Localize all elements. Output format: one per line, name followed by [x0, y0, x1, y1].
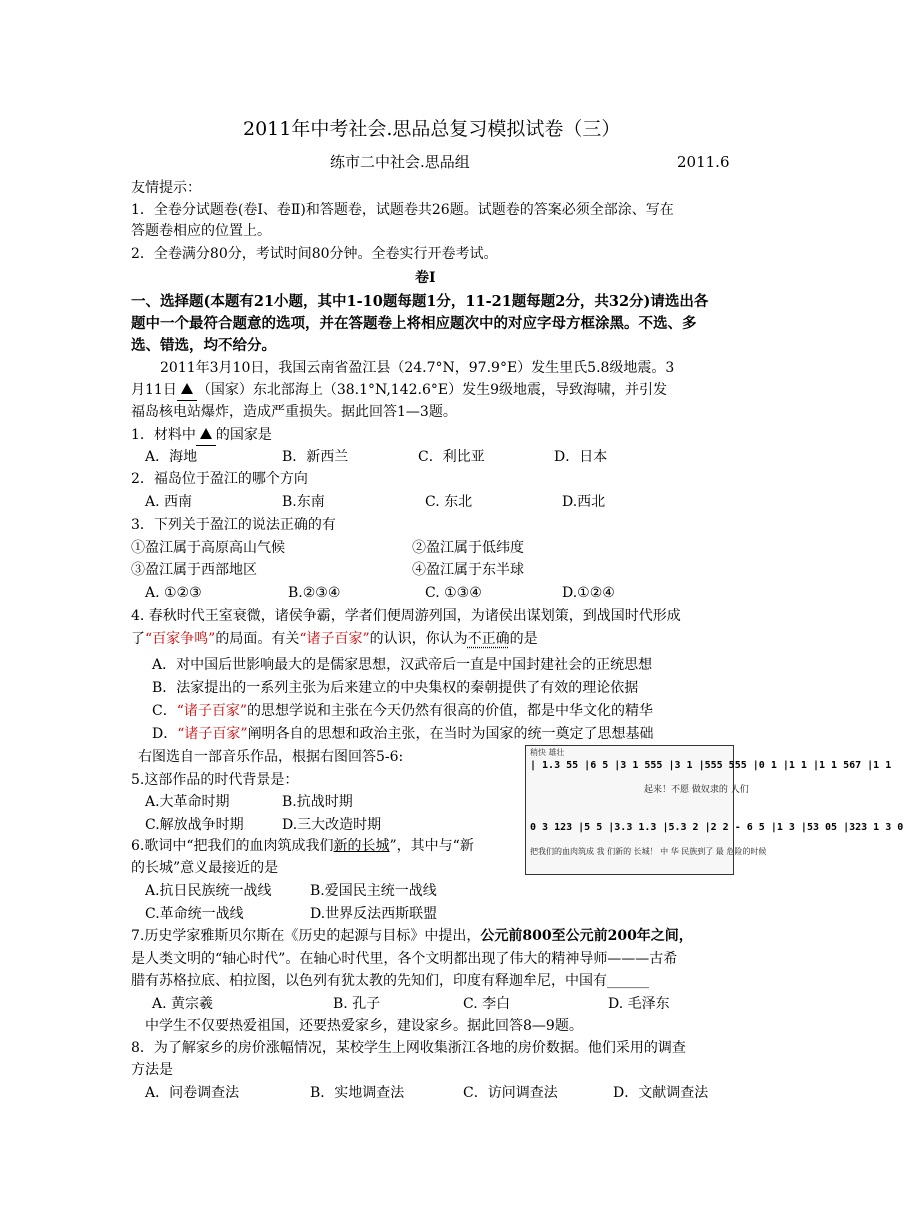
q4-stem-b: 了“百家争鸣”的局面。有关“诸子百家”的认识，你认为不正确的是 — [131, 631, 538, 647]
score-header: 稍快 雄壮 — [530, 748, 565, 757]
answer-blank — [196, 425, 216, 446]
passage-2: 中学生不仅要热爱祖国，还要热爱家乡，建设家乡。据此回答8—9题。 — [145, 1018, 583, 1034]
q3-option-a: A. ①②③ — [145, 585, 202, 601]
q3-statement-3: ③盈江属于西部地区 — [131, 562, 257, 578]
q8-stem-b: 方法是 — [131, 1062, 173, 1078]
score-notes-row-1: | 1.3 55 |6 5 |3 1 555 |3 1 |555 555 |0 1 |1 1 |1 1 567 |1 1 — [530, 760, 892, 771]
tips-heading: 友情提示： — [131, 180, 201, 196]
q8-option-a: A．问卷调查法 — [145, 1085, 240, 1101]
q8-option-c: C．访问调查法 — [463, 1085, 558, 1101]
q7-option-b: B. 孔子 — [333, 996, 381, 1012]
triangle-icon — [181, 383, 193, 394]
q5-option-a: A.大革命时期 — [145, 794, 230, 810]
q1-option-a: A．海地 — [145, 449, 198, 465]
q8-stem-a: 8．为了解家乡的房价涨幅情况，某校学生上网收集浙江各地的房价数据。他们采用的调查 — [131, 1040, 686, 1056]
q7-stem-a: 7.历史学家雅斯贝尔斯在《历史的起源与目标》中提出，公元前800至公元前200年之间， — [131, 928, 693, 944]
page-title: 2011年中考社会.思品总复习模拟试卷（三） — [243, 118, 621, 140]
q2-option-d: D.西北 — [562, 494, 606, 510]
q3-statement-2: ②盈江属于低纬度 — [412, 540, 524, 556]
section-instructions-b: 题中一个最符合题意的选项，并在答题卷上将相应题次中的对应字母方框涂黑。不选、多 — [131, 315, 697, 332]
q3-statement-4: ④盈江属于东半球 — [412, 562, 524, 578]
exam-date: 2011.6 — [677, 153, 730, 171]
score-lyrics-row-1: 起来！不愿 做奴隶的 人们 — [644, 785, 749, 795]
q7-stem-c: 腊有苏格拉底、柏拉图，以色列有犹太教的先知们，印度有释迦牟尼，中国有______ — [131, 973, 649, 989]
q6-option-c: C.革命统一战线 — [145, 906, 244, 922]
q6-option-b: B.爱国民主统一战线 — [310, 883, 437, 899]
section-instructions-c: 选、错选，均不给分。 — [131, 337, 276, 354]
section-instructions-a: 一、选择题(本题有21小题，其中1-10题每题1分，11-21题每题2分，共32分)请选出各 — [131, 293, 709, 310]
q3-option-c: C. ①③④ — [425, 585, 482, 601]
q5-option-d: D.三大改造时期 — [282, 817, 382, 833]
q5-option-b: B.抗战时期 — [282, 794, 353, 810]
passage-1b: 月11日 （国家）东北部海上（38.1°N,142.6°E）发生9级地震，导致海啸，并引发 — [131, 380, 667, 401]
tips-item-1a: 1．全卷分试题卷(卷Ⅰ、卷Ⅱ)和答题卷，试题卷共26题。试题卷的答案必须全部涂、写在 — [131, 202, 674, 218]
q3-option-d: D.①②④ — [562, 585, 615, 601]
tips-item-2: 2．全卷满分80分，考试时间80分钟。全卷实行开卷考试。 — [131, 246, 498, 262]
q6-option-d: D.世界反法西斯联盟 — [310, 906, 438, 922]
q6-option-a: A.抗日民族统一战线 — [145, 883, 272, 899]
triangle-icon — [200, 428, 212, 439]
q6-stem-b: 的长城”意义最接近的是 — [131, 860, 279, 876]
q4-option-a: A．对中国后世影响最大的是儒家思想，汉武帝后一直是中国封建社会的正统思想 — [152, 657, 653, 673]
score-notes-row-2: 0 3 123 |5 5 |3.3 1.3 |5.3 2 |2 2 - 6 5 |1 3 |53 05 |323 1 3 0 — [530, 822, 903, 833]
q7-option-d: D. 毛泽东 — [608, 996, 670, 1012]
q3-statement-1: ①盈江属于高原高山气候 — [131, 540, 285, 556]
q7-option-a: A. 黄宗羲 — [152, 996, 214, 1012]
passage-1c: 福岛核电站爆炸，造成严重损失。据此回答1—3题。 — [131, 404, 457, 420]
q7-option-c: C. 李白 — [463, 996, 511, 1012]
section-title: 卷Ⅰ — [415, 270, 436, 286]
q6-stem-a: 6.歌词中“把我们的血肉筑成我们新的长城”，其中与“新 — [131, 838, 474, 854]
tips-item-1b: 答题卷相应的位置上。 — [131, 223, 271, 239]
q2-option-a: A. 西南 — [145, 494, 193, 510]
q5-stem: 5.这部作品的时代背景是： — [131, 772, 299, 788]
q8-option-b: B．实地调查法 — [310, 1085, 405, 1101]
q2-option-c: C. 东北 — [425, 494, 473, 510]
q1-option-b: B．新西兰 — [282, 449, 349, 465]
music-intro: 右图选自一部音乐作品，根据右图回答5-6: — [138, 749, 404, 765]
score-lyrics-row-2: 把我们的血肉筑成 我 们新的 长城！ 中 华 民族到了 最 危险的时候 — [530, 847, 767, 856]
q3-option-b: B.②③④ — [288, 585, 341, 601]
music-score-image — [525, 745, 903, 875]
q2-option-b: B.东南 — [282, 494, 325, 510]
q8-option-d: D．文献调查法 — [613, 1085, 709, 1101]
q5-option-c: C.解放战争时期 — [145, 817, 244, 833]
q1-stem: 1．材料中 的国家是 — [131, 425, 272, 446]
q2-stem: 2．福岛位于盈江的哪个方向 — [131, 471, 308, 487]
q7-stem-b: 是人类文明的“轴心时代”。在轴心时代里，各个文明都出现了伟大的精神导师———古希 — [131, 951, 678, 967]
q4-option-d: D．“诸子百家”阐明各自的思想和政治主张，在当时为国家的统一奠定了思想基础 — [152, 726, 654, 742]
q1-option-d: D．日本 — [554, 449, 608, 465]
q3-stem: 3．下列关于盈江的说法正确的有 — [131, 517, 336, 533]
q4-option-c: C．“诸子百家”的思想学说和主张在今天仍然有很高的价值，都是中华文化的精华 — [152, 703, 654, 719]
q1-option-c: C．利比亚 — [418, 449, 485, 465]
answer-blank — [177, 380, 197, 401]
q4-option-b: B．法家提出的一系列主张为后来建立的中央集权的秦朝提供了有效的理论依据 — [152, 680, 639, 696]
passage-1a: 2011年3月10日，我国云南省盈江县（24.7°N，97.9°E）发生里氏5.8级地震。3 — [160, 360, 675, 376]
school-name: 练市二中社会.思品组 — [330, 153, 470, 171]
q4-stem-a: 4. 春秋时代王室衰微，诸侯争霸，学者们便周游列国，为诸侯出谋划策，到战国时代形成 — [131, 608, 681, 624]
